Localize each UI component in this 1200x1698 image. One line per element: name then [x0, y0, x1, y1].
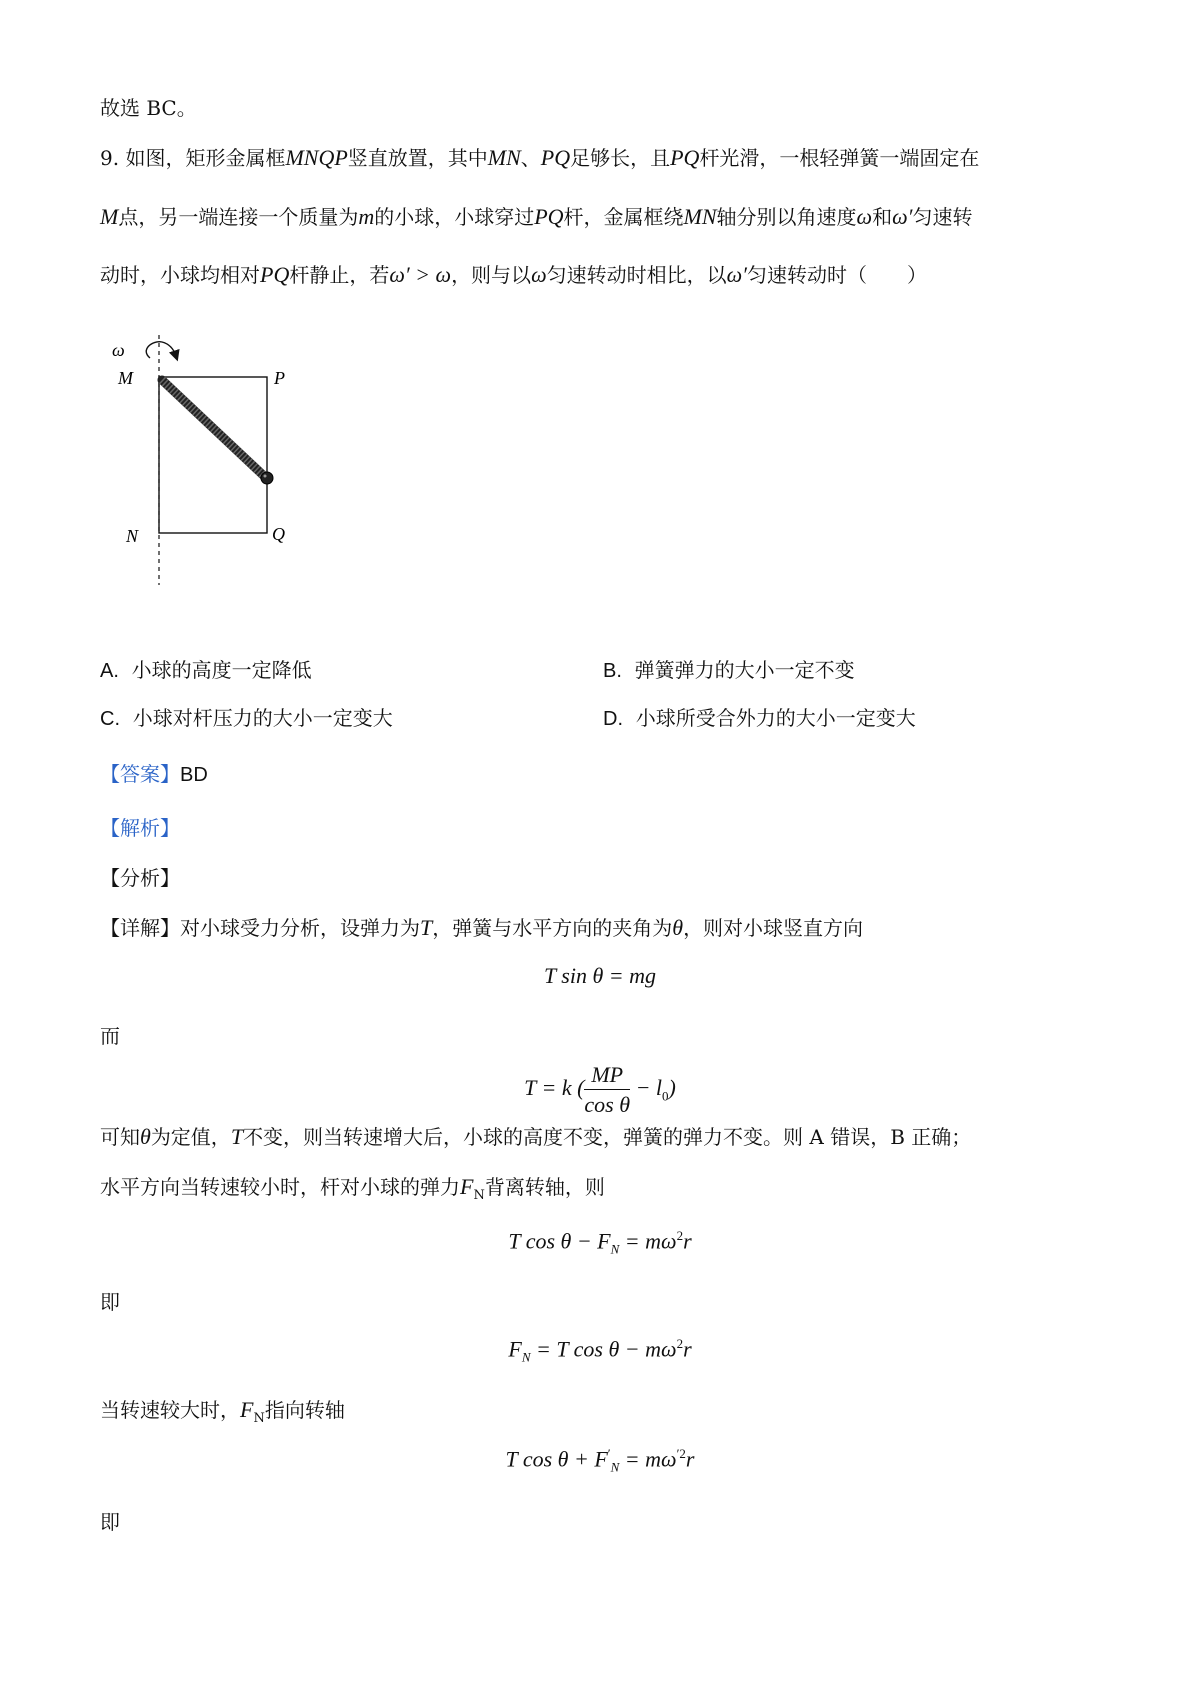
conclusion-line	[100, 1123, 971, 1151]
eq-lhs: T sin θ	[543, 963, 604, 988]
eq-subscript: N	[610, 1241, 620, 1257]
math-symbol: PQ	[534, 204, 564, 229]
rotating-frame-figure	[110, 330, 310, 590]
question-text: 动时，小球均相对	[100, 263, 260, 287]
eq-subscript: N	[521, 1349, 531, 1365]
question-text: 杆静止，若	[289, 263, 390, 287]
eq-mid: − l	[630, 1075, 663, 1101]
eq-part: = T cos θ − mω	[530, 1336, 677, 1362]
math-symbol: m	[358, 204, 375, 229]
math-symbol: PQ	[260, 262, 290, 287]
label-Q: Q	[272, 524, 285, 544]
question-text: 点，另一端连接一个质量为	[118, 205, 359, 229]
large-speed-text: 指向转轴	[264, 1398, 345, 1422]
detail-line	[100, 914, 863, 942]
math-symbol: ω	[856, 204, 873, 229]
detail-label: 【详解】	[100, 916, 180, 940]
math-symbol: MN	[487, 145, 521, 170]
analysis-label: 【解析】	[100, 816, 180, 840]
option-d[interactable]	[603, 704, 916, 733]
detail-text: 对小球受力分析，设弹力为	[180, 916, 420, 940]
spring	[162, 380, 264, 476]
option-text: 小球对杆压力的大小一定变大	[132, 706, 393, 730]
option-letter: B.	[603, 660, 622, 682]
metal-frame	[159, 377, 267, 533]
eq-superscript: ′2	[676, 1446, 686, 1461]
math-symbol: θ	[140, 1124, 151, 1149]
question-line-3	[100, 261, 927, 289]
question-text: 杆，金属框绕	[563, 205, 684, 229]
eq-lhs: T = k (	[524, 1075, 585, 1101]
eq-part: = mω	[619, 1228, 677, 1254]
option-letter: C.	[100, 708, 120, 730]
eq-part: r	[683, 1228, 692, 1254]
equation-large-speed	[0, 1446, 1200, 1476]
equation-spring-force	[0, 1062, 1200, 1118]
fraction	[584, 1062, 630, 1118]
er-text: 而	[100, 1024, 120, 1048]
question-line-2	[100, 203, 972, 231]
question-line-1	[100, 144, 979, 172]
eq-superscript: ′	[607, 1446, 611, 1461]
question-text: 匀速转动时相比，以	[546, 263, 727, 287]
conclusion-text: 不变，则当转速增大后，小球的高度不变，弹簧的弹力不变。则 A 错误，B 正确；	[243, 1125, 972, 1149]
math-symbol: T	[230, 1124, 244, 1149]
answer-label: 【答案】	[100, 762, 180, 786]
fraction-numerator: MP	[584, 1062, 630, 1090]
equation-small-speed	[0, 1228, 1200, 1258]
option-a[interactable]	[100, 656, 312, 685]
eq-subscript: 0	[662, 1088, 669, 1104]
option-text: 小球所受合外力的大小一定变大	[635, 706, 916, 730]
ball	[261, 472, 273, 484]
option-b[interactable]	[603, 656, 855, 685]
label-M: M	[118, 368, 133, 388]
math-symbol: PQ	[540, 145, 571, 170]
question-text: 、	[520, 146, 541, 170]
eq-part: T cos θ + F	[505, 1446, 608, 1472]
horizontal-line	[100, 1173, 605, 1210]
math-symbol: θ	[672, 915, 684, 940]
eq-part: r	[683, 1336, 692, 1362]
ji-text-1: 即	[100, 1290, 120, 1314]
horizontal-text: 背离转轴，则	[484, 1175, 605, 1199]
option-c[interactable]	[100, 704, 393, 733]
question-text: ，则与以	[451, 263, 532, 287]
math-symbol: ω	[531, 262, 547, 287]
answer-value: BD	[180, 764, 208, 786]
math-symbol: M	[100, 204, 119, 229]
question-text: 匀速转	[912, 205, 973, 229]
equation-vertical	[0, 963, 1200, 989]
ji-text-2: 即	[100, 1510, 120, 1534]
label-P: P	[274, 368, 285, 388]
eq-part: F	[508, 1336, 522, 1362]
label-N: N	[126, 526, 139, 546]
option-letter: A.	[100, 660, 119, 682]
question-number: 9.	[100, 146, 120, 170]
eq-superscript: 2	[676, 1336, 684, 1351]
eq-rhs: = mg	[608, 963, 657, 988]
large-speed-text: 当转速较大时，	[100, 1398, 240, 1422]
conclusion-text: 为定值，	[150, 1125, 231, 1149]
question-text: 轴分别以角速度	[716, 205, 857, 229]
eq-close: )	[668, 1075, 676, 1101]
question-text: 足够长，且	[570, 146, 671, 170]
eq-subscript: N	[610, 1459, 620, 1475]
eq-part: r	[685, 1446, 695, 1472]
conclusion-text: 可知	[100, 1125, 140, 1149]
math-symbol: ω′	[726, 262, 747, 287]
math-symbol: F	[240, 1397, 254, 1422]
eq-part: T cos θ − F	[508, 1228, 611, 1254]
subscript: N	[473, 1188, 485, 1203]
math-symbol: T	[420, 915, 433, 940]
math-symbol: F	[460, 1174, 474, 1199]
question-text: 匀速转动时（ ）	[746, 263, 927, 287]
math-symbol: ω′ > ω	[389, 262, 452, 287]
horizontal-text: 水平方向当转速较小时，杆对小球的弹力	[100, 1175, 460, 1199]
eq-superscript: 2	[676, 1228, 684, 1243]
equation-normal-force	[0, 1336, 1200, 1366]
math-symbol: ω′	[892, 204, 913, 229]
question-text: 竖直放置，其中	[347, 146, 488, 170]
fraction-denominator: cos θ	[584, 1092, 631, 1117]
subscript: N	[253, 1411, 265, 1426]
previous-conclusion: 故选 BC。	[100, 96, 197, 120]
math-symbol: MN	[683, 204, 717, 229]
rotation-arrow-icon	[146, 342, 176, 358]
fenxi-label: 【分析】	[100, 866, 180, 890]
answer	[100, 760, 208, 789]
detail-text: ，则对小球竖直方向	[683, 916, 864, 940]
eq-part: = mω	[619, 1446, 677, 1472]
math-symbol: PQ	[670, 145, 700, 170]
question-text: 杆光滑，一根轻弹簧一端固定在	[699, 146, 980, 170]
question-text: 如图，矩形金属框	[125, 146, 286, 170]
option-letter: D.	[603, 708, 623, 730]
question-text: 和	[872, 205, 893, 229]
large-speed-line	[100, 1396, 345, 1433]
option-text: 弹簧弹力的大小一定不变	[634, 658, 855, 682]
option-text: 小球的高度一定降低	[131, 658, 312, 682]
math-symbol: MNQP	[285, 145, 348, 170]
label-omega: ω	[112, 340, 125, 360]
question-text: 的小球，小球穿过	[374, 205, 535, 229]
detail-text: ，弹簧与水平方向的夹角为	[432, 916, 673, 940]
